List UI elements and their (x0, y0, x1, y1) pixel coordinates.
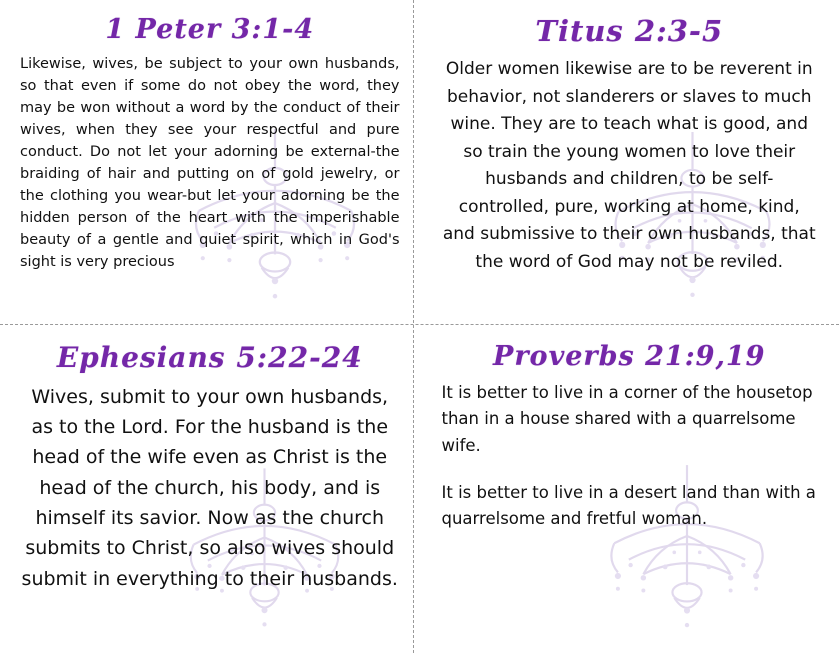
card-title-proverbs: Proverbs 21:9,19 (493, 340, 766, 372)
card-1-peter (0, 0, 420, 327)
card-ephesians (0, 327, 420, 653)
card-proverbs (420, 327, 839, 653)
card-verse-titus: Older women likewise are to be reverent in behavior, not slanderers or slaves to much wine. They are to teach what is good, and so train the young women to love their husbands and children, to be self-controlled, pure, working at home, kind, and submissive to their own husbands, that the word of God may not be reviled. (442, 59, 816, 272)
card-verse-1-peter: Likewise, wives, be subject to your own husbands, so that even if some do not obey the word, they may be won without a word by the conduct of their wives, when they see your respectful and pure conduct. Do not let your adorning be external-the braiding of hair and putting on of gold jewelry, or the clothing you wear-but let your adorning be the hidden person of the heart with the imperishable beauty of a gentle and quiet spirit, which in God's sight is very precious (20, 56, 400, 271)
card-verse-proverbs-line-1: It is better to live in a corner of the housetop than in a house shared with a quarrelsome wife. (441, 382, 813, 455)
card-title-ephesians: Ephesians 5:22-24 (56, 340, 363, 374)
card-verse-proverbs (436, 380, 824, 534)
card-verse-proverbs-line-2: It is better to live in a desert land than with a quarrelsome and fretful woman. (441, 482, 816, 529)
card-title-titus: Titus 2:3-5 (535, 14, 724, 48)
card-titus (420, 0, 839, 327)
card-verse-ephesians: Wives, submit to your own husbands, as to the Lord. For the husband is the head of the wife even as Christ is the head of the church, his body, and is himself its savior. Now as the church submits to Christ, so also wives should submit in everything to their husbands. (21, 385, 398, 590)
card-title-1-peter: 1 Peter 3:1-4 (105, 14, 315, 45)
